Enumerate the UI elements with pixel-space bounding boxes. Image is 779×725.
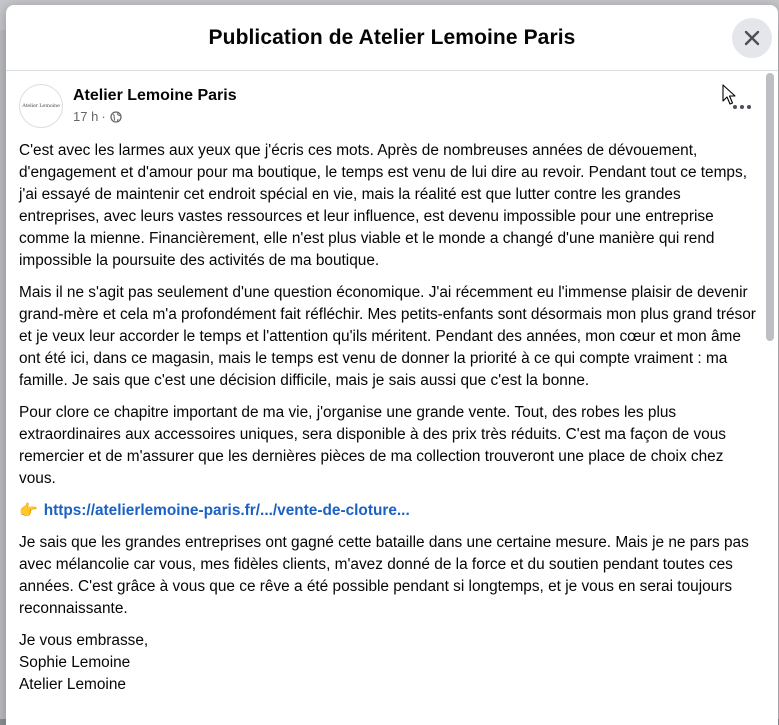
scrollbar-thumb[interactable] — [766, 73, 774, 341]
link-line — [19, 500, 759, 522]
signoff-line: Atelier Lemoine — [19, 676, 126, 693]
post-time[interactable]: 17 h — [73, 109, 99, 124]
post-paragraph: C'est avec les larmes aux yeux que j'écris ces mots. Après de nombreuses années de dévouement, d'engagement et d'amour pour ma boutique, le temps est venu de lui dire au revoir. Pendant tout ce temps, j'ai essayé de maintenir cet endroit spécial en vie, mais la réalité est que lutter contre les grandes entreprises, avec leurs vastes ressources et leur influence, est devenu impossible pour une entreprise comme la mienne. Financièrement, elle n'est plus viable et le monde a changé d'une manière qui rend impossible la poursuite des activités de ma boutique. — [19, 142, 747, 269]
mouse-cursor-icon — [722, 84, 736, 106]
avatar[interactable] — [19, 84, 63, 128]
author-name[interactable]: Atelier Lemoine Paris — [73, 87, 237, 104]
avatar-logo-text: Atelier Lemoine — [22, 102, 60, 109]
close-icon — [742, 28, 762, 48]
post-body — [19, 140, 759, 706]
post-header — [19, 83, 237, 129]
post-paragraph: Je sais que les grandes entreprises ont gagné cette bataille dans une certaine mesure. Mais je ne pars pas avec mélancolie car vous, mes fidèles clients, m'avez donné de la force et du soutien pendant toutes ces années. C'est grâce à vous que ce rêve a été possible pendant si longtemps, et je vous en serai toujours reconnaissante. — [19, 534, 749, 617]
post-paragraph: Pour clore ce chapitre important de ma vie, j'organise une grande vente. Tout, des robes les plus extraordinaires aux accessoires uniques, sera disponible à des prix très réduits. C'est ma façon de vous remercier et de m'assurer que les dernières pièces de ma collection trouveront une place de choix chez vous. — [19, 404, 726, 487]
signoff-line: Sophie Lemoine — [19, 654, 131, 671]
pointing-hand-icon: 👉 — [19, 502, 38, 519]
post-paragraph: Mais il ne s'agit pas seulement d'une question économique. J'ai récemment eu l'immense plaisir de devenir grand-mère et cela m'a profondément fait réfléchir. Mes petits-enfants sont désormais mon plus grand trésor et je veux leur accorder le temps et l'attention qu'ils méritent. Pendant des années, mon cœur et mon âme ont été ici, dans ce magasin, mais le temps est venu de donner la priorité à ce qui compte vraiment : ma famille. Je sais que c'est une décision difficile, mais je sais aussi que c'est la bonne. — [19, 284, 756, 389]
post-dialog — [6, 5, 778, 725]
scrollbar[interactable] — [764, 71, 774, 725]
signoff-line: Je vous embrasse, — [19, 632, 149, 649]
dialog-header — [6, 5, 778, 71]
close-button[interactable] — [732, 18, 772, 58]
post-link[interactable]: https://atelierlemoine-paris.fr/.../vente-de-cloture... — [43, 502, 410, 519]
author-block — [73, 86, 237, 126]
dialog-title: Publication de Atelier Lemoine Paris — [208, 25, 576, 49]
post — [6, 71, 762, 725]
globe-icon[interactable] — [110, 111, 122, 123]
signoff — [19, 630, 759, 696]
post-meta — [73, 108, 237, 126]
meta-separator: · — [101, 109, 106, 124]
